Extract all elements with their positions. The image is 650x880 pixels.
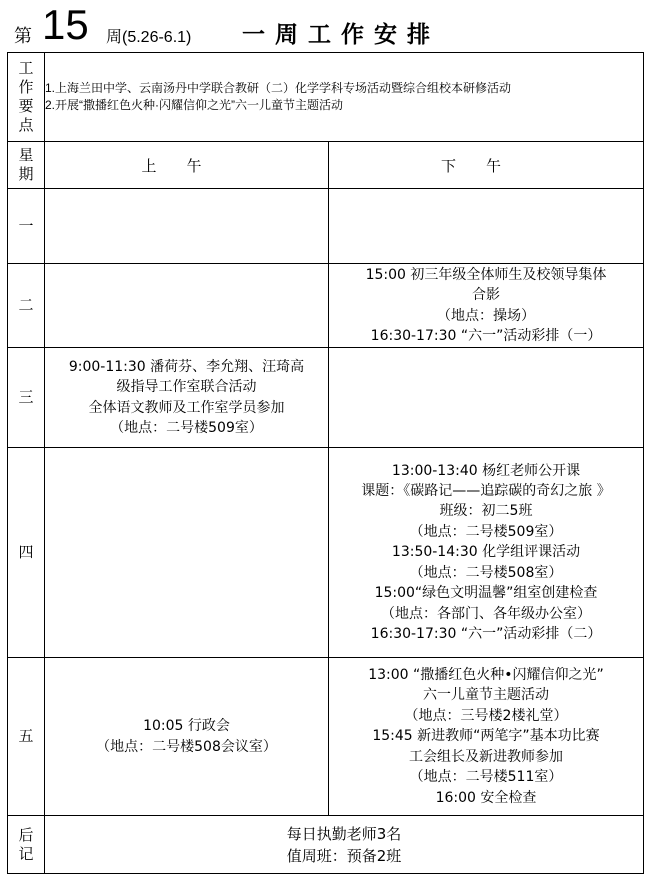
schedule-line: 全体语文教师及工作室学员参加 [88, 399, 285, 416]
schedule-line: 16:30-17:30 “六一”活动彩排（一） [370, 327, 602, 344]
schedule-line: 13:00-13:40 杨红老师公开课 [391, 462, 581, 479]
schedule-line: （地点：二号楼508会议室） [96, 738, 277, 755]
day-row [8, 264, 644, 348]
label-char: 工 [18, 59, 34, 77]
schedule-line: （地点：三号楼2楼礼堂） [404, 707, 568, 724]
schedule-line: 15:00“绿色文明温馨”组室创建检查 [374, 585, 598, 602]
schedule-line: 15:45 新进教师“两笔字”基本功比赛 [372, 728, 600, 745]
morning-cell [45, 448, 329, 658]
week-prefix: 第 [14, 26, 32, 47]
schedule-line: 15:00 初三年级全体师生及校领导集体 [365, 266, 607, 283]
work-point-item: 1.上海兰田中学、云南汤丹中学联合教研（二）化学学科专场活动暨综合组校本研修活动 [45, 81, 512, 95]
work-points-content [45, 53, 644, 142]
work-points-row [8, 53, 644, 142]
afternoon-header: 下午 [329, 142, 644, 189]
schedule-line: 级指导工作室联合活动 [116, 379, 257, 396]
schedule-line: 16:30-17:30 “六一”活动彩排（二） [370, 625, 602, 642]
week-number: 15 [42, 1, 89, 48]
work-point-item: 2.开展“撒播红色火种·闪耀信仰之光”六一儿童节主题活动 [45, 98, 343, 112]
day-row [8, 189, 644, 264]
schedule-line: 13:50-14:30 化学组评课活动 [391, 544, 581, 561]
afternoon-cell [329, 189, 644, 264]
label-char: 期 [18, 165, 34, 183]
schedule-line: （地点：二号楼509室） [409, 523, 563, 540]
schedule-line: 六一儿童节主题活动 [423, 687, 549, 704]
label-char: 要 [18, 97, 34, 115]
weekday-name: 三 [8, 348, 45, 448]
page-header [8, 0, 642, 52]
schedule-line: 工会组长及新进教师参加 [409, 748, 563, 765]
morning-cell [45, 348, 329, 448]
schedule-line: （地点：操场） [437, 307, 535, 324]
label-char: 星 [18, 146, 34, 164]
weekday-name: 一 [8, 189, 45, 264]
weekday-label [8, 142, 45, 189]
schedule-line: 16:00 安全检查 [435, 789, 537, 806]
schedule-line: （地点：二号楼509室） [110, 419, 263, 436]
schedule-line: 10:05 行政会 [143, 718, 230, 735]
day-row [8, 348, 644, 448]
schedule-line: 合影 [472, 287, 500, 304]
schedule-line: （地点：二号楼511室） [409, 769, 563, 786]
afternoon-cell [329, 448, 644, 658]
schedule-line: 课题：《碳路记——追踪碳的奇幻之旅 》 [361, 483, 611, 500]
weekday-name: 二 [8, 264, 45, 348]
schedule-line: （地点：二号楼508室） [409, 564, 563, 581]
schedule-line: （地点：各部门、各年级办公室） [381, 605, 591, 622]
schedule-table [7, 52, 644, 874]
weekday-name: 五 [8, 658, 45, 816]
afternoon-cell [329, 348, 644, 448]
day-row [8, 448, 644, 658]
schedule-line: 班级：初二5班 [439, 503, 533, 520]
morning-cell [45, 189, 329, 264]
footnote-label [8, 816, 45, 874]
label-char: 作 [18, 78, 34, 96]
morning-header: 上午 [45, 142, 329, 189]
afternoon-cell [329, 658, 644, 816]
footnote-row [8, 816, 644, 874]
weekday-name: 四 [8, 448, 45, 658]
footnote-content [45, 816, 644, 874]
duty-class: 值周班：预备2班 [286, 846, 402, 865]
morning-cell [45, 264, 329, 348]
column-header-row [8, 142, 644, 189]
week-date-range: 周(5.26-6.1) [106, 29, 192, 46]
day-row [8, 658, 644, 816]
morning-cell [45, 658, 329, 816]
schedule-line: 13:00 “撒播红色火种•闪耀信仰之光” [368, 667, 604, 684]
page-title: 一周工作安排 [242, 22, 440, 48]
label-char: 点 [18, 116, 34, 134]
schedule-line: 9:00-11:30 潘荷芬、李允翔、汪琦高 [68, 358, 305, 375]
duty-teachers: 每日执勤老师3名 [286, 824, 402, 843]
label-char: 记 [18, 844, 34, 863]
label-char: 后 [18, 825, 34, 844]
afternoon-cell [329, 264, 644, 348]
work-points-label [8, 53, 45, 142]
